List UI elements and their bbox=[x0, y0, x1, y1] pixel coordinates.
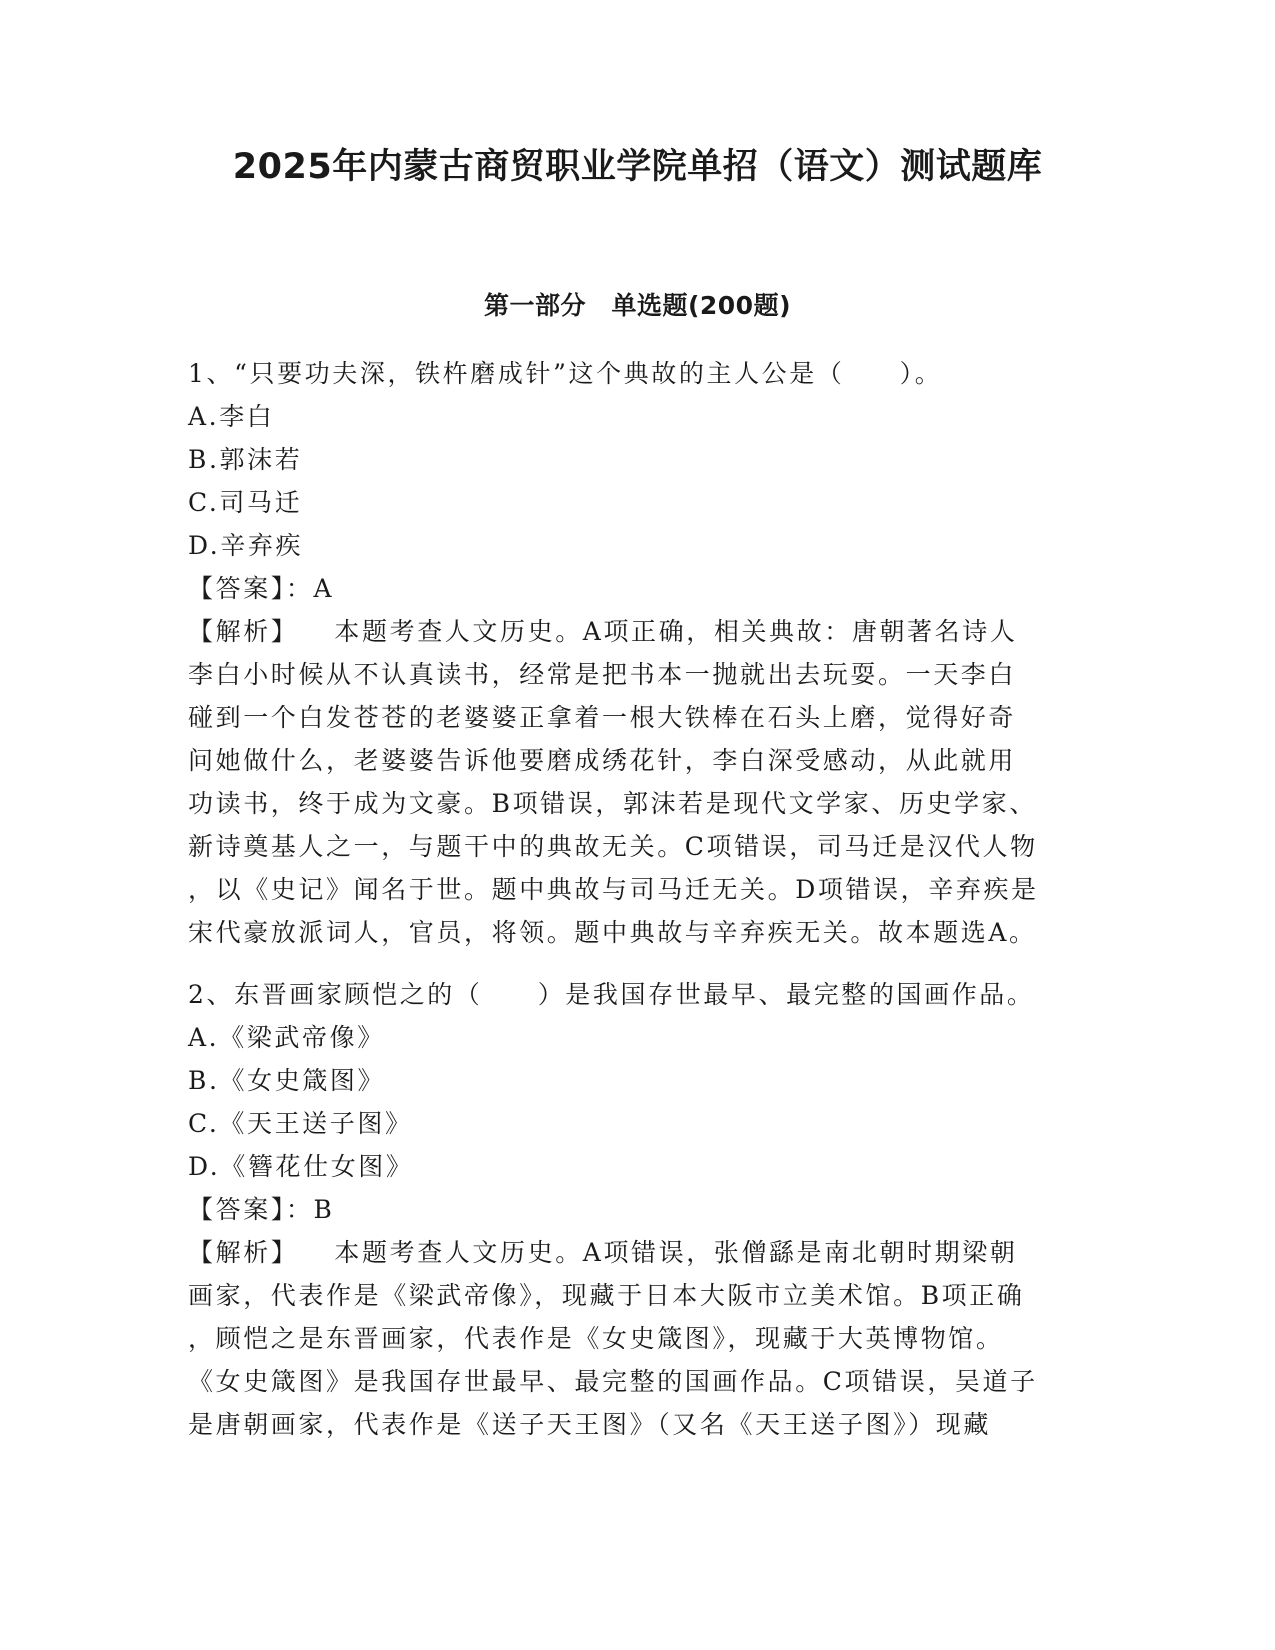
explanation-line: 李白小时候从不认真读书，经常是把书本一抛就出去玩耍。一天李白 bbox=[188, 660, 1017, 689]
question-2 bbox=[188, 973, 1088, 1446]
explanation-label: 【解析】 bbox=[188, 617, 299, 646]
option-a: A.《梁武帝像》 bbox=[188, 1023, 385, 1052]
explanation-line: 画家，代表作是《梁武帝像》，现藏于日本大阪市立美术馆。B项正确 bbox=[188, 1281, 1025, 1310]
explanation-line: 本题考查人文历史。A项正确，相关典故：唐朝著名诗人 bbox=[334, 617, 1018, 646]
explanation-line: 碰到一个白发苍苍的老婆婆正拿着一根大铁棒在石头上磨，觉得好奇 bbox=[188, 703, 1017, 732]
explanation-label: 【解析】 bbox=[188, 1238, 299, 1267]
explanation-line: 宋代豪放派词人，官员，将领。题中典故与辛弃疾无关。故本题选A。 bbox=[188, 918, 1037, 947]
answer-value: B bbox=[313, 1195, 335, 1224]
explanation bbox=[188, 1231, 1088, 1446]
option-b: B.郭沫若 bbox=[188, 445, 303, 474]
section-heading: 第一部分 单选题(200题) bbox=[483, 291, 792, 320]
explanation-line: 本题考查人文历史。A项错误，张僧繇是南北朝时期梁朝 bbox=[334, 1238, 1018, 1267]
answer-line bbox=[188, 1188, 1088, 1231]
answer-label: 【答案】： bbox=[188, 1195, 314, 1224]
question-1 bbox=[188, 352, 1088, 954]
question-stem: 1、“只要功夫深，铁杵磨成针”这个典故的主人公是（ ）。 bbox=[188, 359, 943, 388]
answer-line bbox=[188, 567, 1088, 610]
explanation-line: 新诗奠基人之一，与题干中的典故无关。C项错误，司马迁是汉代人物 bbox=[188, 832, 1038, 861]
question-stem: 2、东晋画家顾恺之的（ ）是我国存世最早、最完整的国画作品。 bbox=[188, 980, 1035, 1009]
answer-label: 【答案】： bbox=[188, 574, 314, 603]
option-d: D.辛弃疾 bbox=[188, 531, 304, 560]
option-c: C.《天王送子图》 bbox=[188, 1109, 413, 1138]
document-title: 2025年内蒙古商贸职业学院单招（语文）测试题库 bbox=[232, 147, 1043, 187]
option-d: D.《簪花仕女图》 bbox=[188, 1152, 414, 1181]
explanation-line: ，顾恺之是东晋画家，代表作是《女史箴图》，现藏于大英博物馆。 bbox=[188, 1324, 1004, 1353]
option-b: B.《女史箴图》 bbox=[188, 1066, 386, 1095]
explanation-line: 功读书，终于成为文豪。B项错误，郭沫若是现代文学家、历史学家、 bbox=[188, 789, 1037, 818]
question-list bbox=[188, 352, 1088, 1446]
explanation-line: ，以《史记》闻名于世。题中典故与司马迁无关。D项错误，辛弃疾是 bbox=[188, 875, 1039, 904]
explanation-line: 问她做什么，老婆婆告诉他要磨成绣花针，李白深受感动，从此就用 bbox=[188, 746, 1017, 775]
option-a: A.李白 bbox=[188, 402, 275, 431]
explanation-line: 《女史箴图》是我国存世最早、最完整的国画作品。C项错误，吴道子 bbox=[188, 1367, 1038, 1396]
explanation bbox=[188, 610, 1088, 954]
explanation-line: 是唐朝画家，代表作是《送子天王图》（又名《天王送子图》）现藏 bbox=[188, 1410, 992, 1439]
answer-value: A bbox=[313, 574, 335, 603]
option-c: C.司马迁 bbox=[188, 488, 303, 517]
